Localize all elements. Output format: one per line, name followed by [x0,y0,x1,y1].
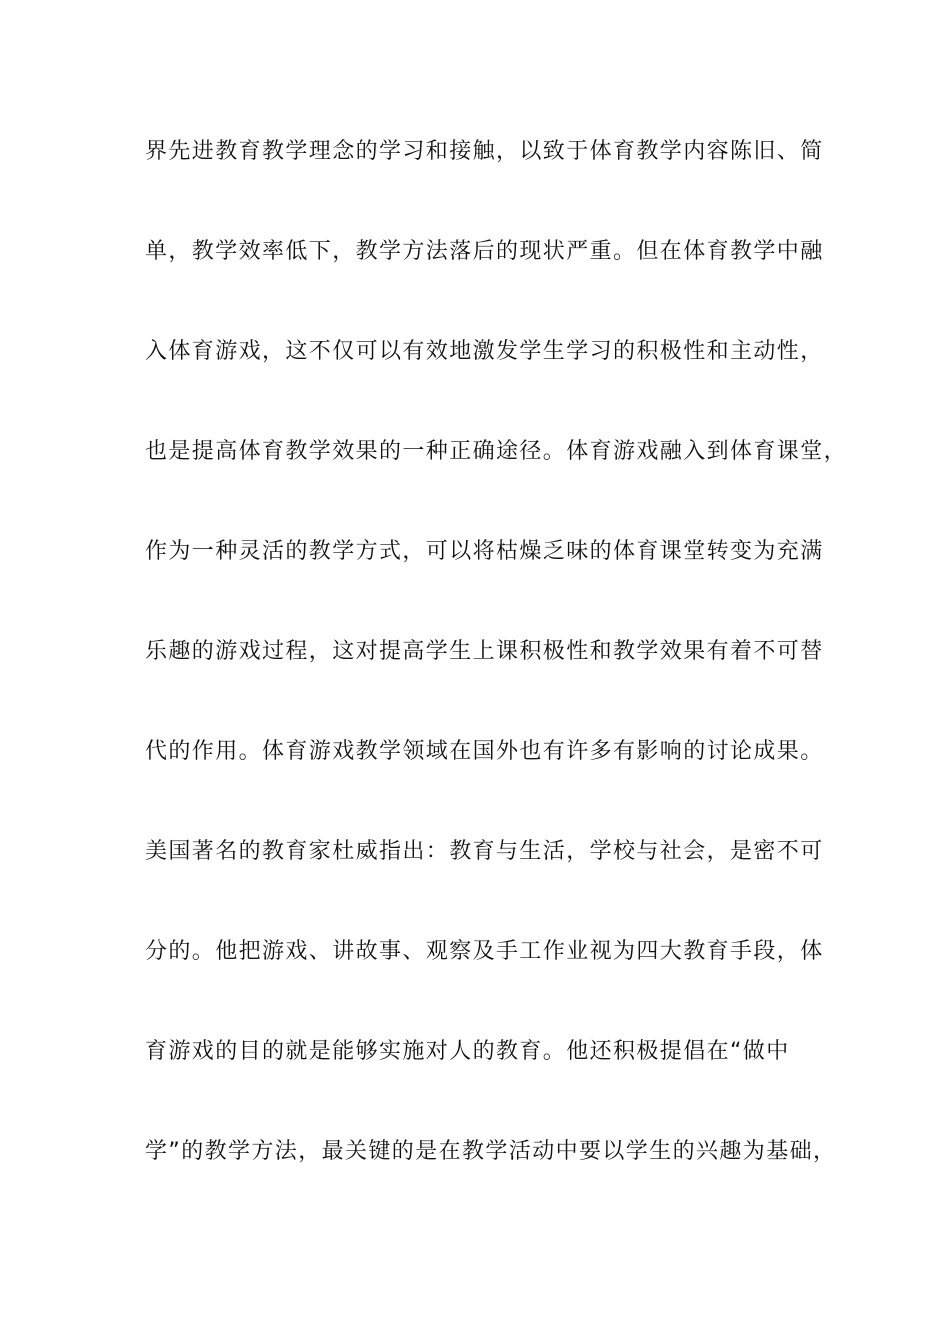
text-line: 乐趣的游戏过程，这对提高学生上课积极性和教学效果有着不可替 [145,639,824,664]
text-line: 育游戏的目的就是能够实施对人的教育。他还积极提倡在“做中 [145,1039,790,1064]
text-line: 美国著名的教育家杜威指出：教育与生活，学校与社会，是密不可 [145,839,824,864]
text-line: 单，教学效率低下，教学方法落后的现状严重。但在体育教学中融 [145,239,824,264]
text-line: 也是提高体育教学效果的一种正确途径。体育游戏融入到体育课堂， [145,439,848,464]
text-line: 代的作用。体育游戏教学领域在国外也有许多有影响的讨论成果。 [145,739,824,764]
text-line: 分的。他把游戏、讲故事、观察及手工作业视为四大教育手段，体 [145,939,824,964]
text-line: 入体育游戏，这不仅可以有效地激发学生学习的积极性和主动性， [145,339,824,364]
text-line: 学”的教学方法，最关键的是在教学活动中要以学生的兴趣为基础， [145,1139,837,1164]
text-line: 作为一种灵活的教学方式，可以将枯燥乏味的体育课堂转变为充满 [145,539,824,564]
text-line: 界先进教育教学理念的学习和接触，以致于体育教学内容陈旧、简 [145,139,824,164]
